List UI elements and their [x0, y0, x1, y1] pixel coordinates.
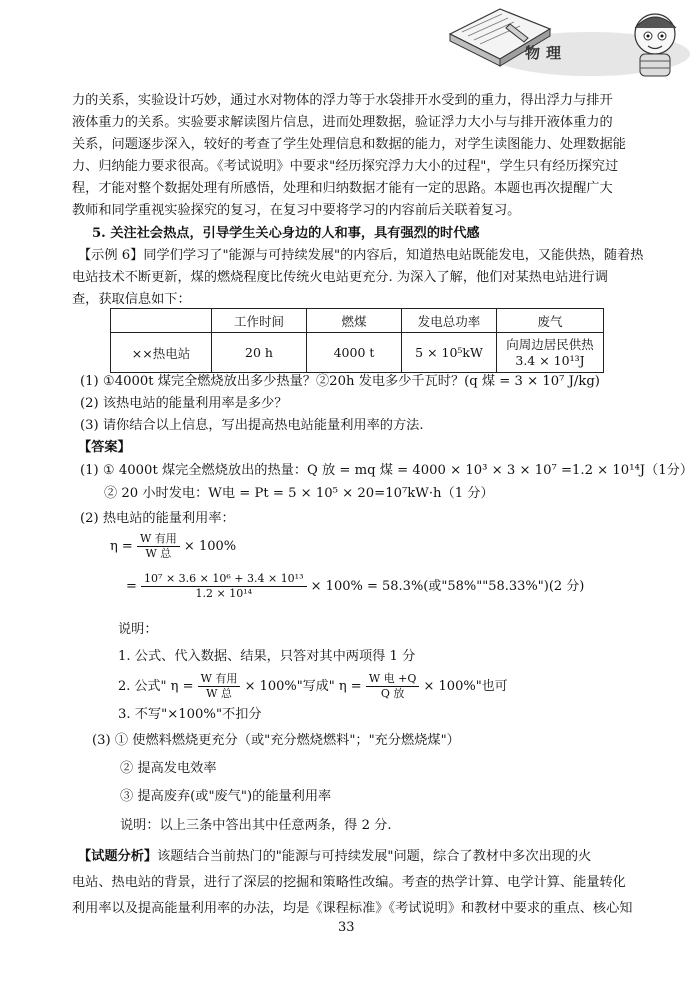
table-cell-coal: 4000 t: [307, 333, 402, 373]
intro-line: 程，才能对整个数据处理有所感悟，处理和归纳数据才能有一定的思路。本题也再次提醒广大: [72, 181, 613, 196]
fraction-useful-total: $\frac{\text{W 有用}}{\text{W 总}}$: [137, 532, 180, 561]
analysis-line-1: 【试题分析】该题结合当前热门的"能源与可持续发展"问题，综合了教材中多次出现的火: [78, 849, 592, 864]
table-cell-power: 5 × 10⁵kW: [402, 333, 497, 373]
answer-3-1: (3) ① 使燃料燃烧更充分（或"充分燃烧燃料"；"充分燃烧煤"）: [92, 733, 460, 748]
data-table: [110, 308, 604, 373]
answer-3-note: 说明：以上三条中答出其中任意两条，得 2 分.: [120, 818, 392, 833]
intro-line: 力、归纳能力要求很高。《考试说明》中要求"经历探究浮力大小的过程"，学生只有经历探究过: [72, 159, 619, 174]
example-label: 【示例 6】: [78, 248, 144, 263]
equation-efficiency: η = $\frac{\text{W 有用}}{\text{W 总}}$ × 100%: [110, 532, 237, 560]
question-2: (2) 该热电站的能量利用率是多少？: [80, 396, 288, 411]
note-3: 3. 不写"×100%"不扣分: [118, 707, 262, 722]
intro-line: 力的关系，实验设计巧妙，通过水对物体的浮力等于水袋排开水受到的重力，得出浮力与排开: [72, 93, 613, 108]
fraction-note-electric: $\frac{\text{W 电 +Q}}{\text{Q 放}}$: [366, 672, 420, 701]
eta-symbol: η =: [110, 539, 133, 554]
table-cell-time: 20 h: [212, 333, 307, 373]
answer-3-3: ③ 提高废弃(或"废气")的能量利用率: [120, 789, 332, 804]
table-header-power: 发电总功率: [402, 309, 497, 333]
cartoon-boy-icon: [635, 14, 676, 76]
analysis-line: 利用率以及提高能量利用率的办法，均是《课程标准》《考试说明》和教材中要求的重点、核心知: [72, 901, 633, 916]
example-line-1: 【示例 6】同学们学习了"能源与可持续发展"的内容后，知道热电站既能发电，又能供热，随着热: [78, 248, 644, 263]
table-cell-waste: 向周边居民供热 3.4 × 10¹³J: [497, 333, 604, 373]
fraction-note-useful: $\frac{\text{W 有用}}{\text{W 总}}$: [198, 672, 241, 701]
note-title: 说明：: [118, 622, 158, 637]
intro-line: 关系，问题逐步深入，较好的考查了学生处理信息和数据的能力，对学生读图能力、处理数据能: [72, 137, 626, 152]
page-number: 33: [338, 920, 355, 935]
table-header-coal: 燃煤: [307, 309, 402, 333]
header-subject: 物理: [525, 44, 568, 62]
answer-label: 【答案】: [78, 440, 131, 455]
question-3: (3) 请你结合以上信息，写出提高热电站能量利用率的方法.: [80, 418, 424, 433]
fraction-values: $\frac{\text{10⁷ × 3.6 × 10⁶ + 3.4 × 10¹³}}{\text{1.2 × 10¹⁴}}$: [141, 572, 306, 601]
answer-3-2: ② 提高发电效率: [120, 761, 217, 776]
answer-2-title: (2) 热电站的能量利用率：: [80, 511, 235, 526]
section-title: 5. 关注社会热点，引导学生关心身边的人和事，具有强烈的时代感: [92, 226, 480, 241]
answer-1-2: ② 20 小时发电：W电 = Pt = 5 × 10⁵ × 20=10⁷kW·h（1 分）: [104, 486, 494, 501]
equation-substitution: = $\frac{\text{10⁷ × 3.6 × 10⁶ + 3.4 × 10¹³}}{\text{1.2 × 10¹⁴}}$ × 100% = 58.3%(或"58%""58.33%")(2 分): [126, 572, 585, 600]
note-1: 1. 公式、代入数据、结果，只答对其中两项得 1 分: [118, 649, 416, 664]
analysis-line: 电站、热电站的背景，进行了深层的挖掘和策略性改编。考查的热学计算、电学计算、能量转化: [72, 875, 626, 890]
note-2: 2. 公式" η = $\frac{\text{W 有用}}{\text{W 总}}$ × 100%"写成" η = $\frac{\text{W 电 +Q}}{\text{Q 放}}$ × 100%"也可: [118, 672, 508, 700]
table-header-empty: [111, 309, 212, 333]
intro-line: 教师和同学重视实验探究的复习，在复习中要将学习的内容前后关联着复习。: [72, 203, 521, 218]
analysis-label: 【试题分析】: [78, 849, 158, 864]
table-header-time: 工作时间: [212, 309, 307, 333]
table-header-waste: 废气: [497, 309, 604, 333]
intro-line: 液体重力的关系。实验要求解读图片信息，进而处理数据，验证浮力大小与与排开液体重力的: [72, 115, 613, 130]
example-line: 电站技术不断更新，煤的燃烧程度比传统火电站更充分. 为深入了解，他们对某热电站进行调: [72, 270, 608, 285]
header-book-illustration: [440, 4, 695, 84]
table-cell-name: ××热电站: [111, 333, 212, 373]
question-1: (1) ①4000t 煤完全燃烧放出多少热量？②20h 发电多少千瓦时？(q 煤 = 3 × 10⁷ J/kg): [80, 374, 600, 389]
example-line: 查，获取信息如下：: [72, 292, 191, 307]
answer-1-1: (1) ① 4000t 煤完全燃烧放出的热量：Q 放 = mq 煤 = 4000 × 10³ × 3 × 10⁷ =1.2 × 10¹⁴J（1分）: [80, 463, 694, 478]
